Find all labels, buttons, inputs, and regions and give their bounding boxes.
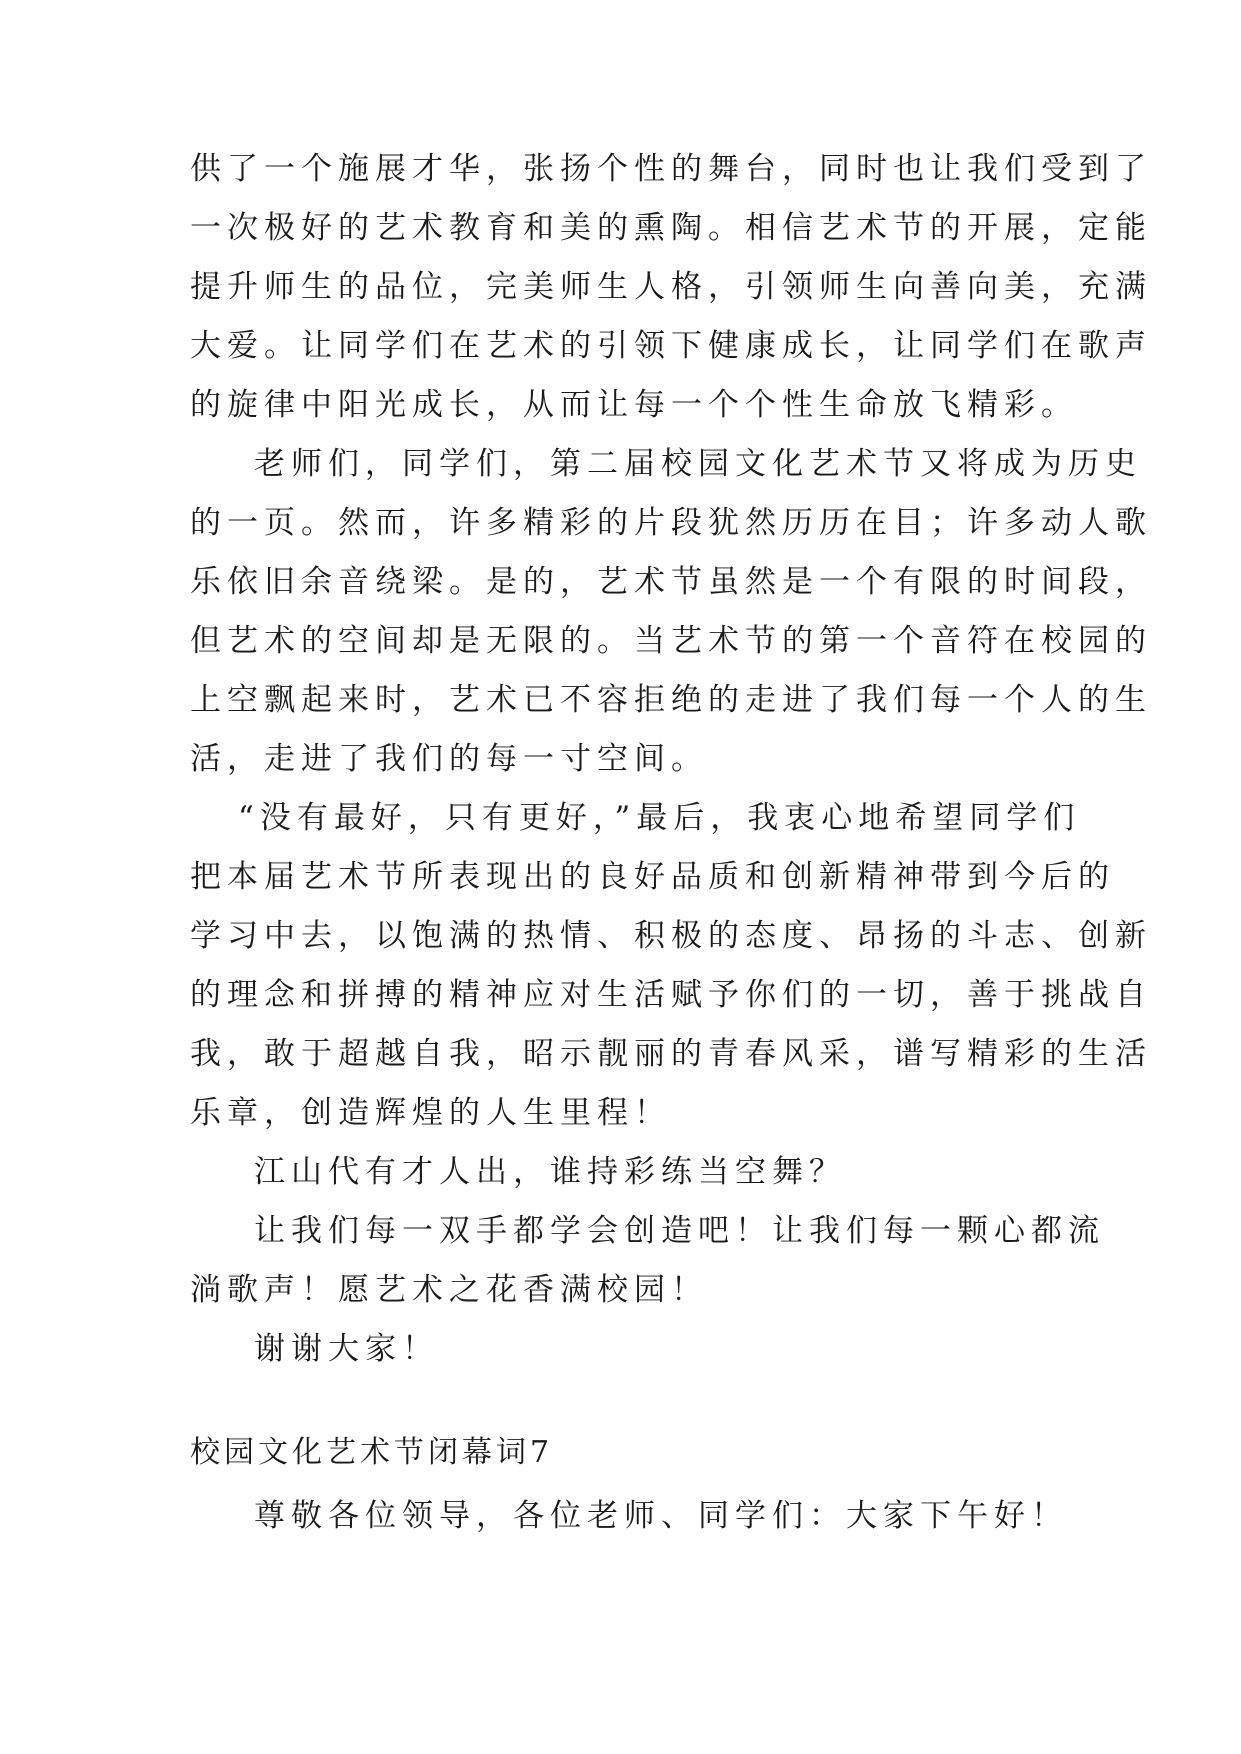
text-line: 乐依旧余音绕梁。是的，艺术节虽然是一个有限的时间段， [190,564,1152,600]
text-line: 把本届艺术节所表现出的良好品质和创新精神带到今后的 [190,859,1115,895]
text-line: 的一页。然而，许多精彩的片段犹然历历在目；许多动人歌 [190,505,1152,541]
text-line: 江山代有才人出，谁持彩练当空舞？ [254,1154,846,1190]
text-line: 我，敢于超越自我，昭示靓丽的青春风采，谱写精彩的生活 [190,1036,1152,1072]
text-line: 但艺术的空间却是无限的。当艺术节的第一个音符在校园的 [190,623,1152,659]
text-line: 一次极好的艺术教育和美的熏陶。相信艺术节的开展，定能 [190,210,1152,246]
text-line: 活，走进了我们的每一寸空间。 [190,741,708,777]
text-line: 学习中去，以饱满的热情、积极的态度、昂扬的斗志、创新 [190,918,1152,954]
text-line: 乐章，创造辉煌的人生里程！ [190,1095,671,1131]
section-title: 校园文化艺术节闭幕词7 [190,1435,554,1470]
text-line: 老师们，同学们，第二届校园文化艺术节又将成为历史 [254,446,1142,482]
text-line: 提升师生的品位，完美师生人格，引领师生向善向美，充满 [190,269,1152,305]
text-line: “没有最好，只有更好，”最后，我衷心地希望同学们 [238,800,1081,836]
text-line: 淌歌声！愿艺术之花香满校园！ [190,1272,708,1308]
paragraph-4 [190,1143,1050,1202]
text-line: 的理念和拼搏的精神应对生活赋予你们的一切，善于挑战自 [190,977,1152,1013]
greeting-line: 尊敬各位领导，各位老师、同学们：大家下午好！ [254,1498,1068,1534]
paragraph-6 [190,1320,1050,1379]
text-line: 让我们每一双手都学会创造吧！让我们每一颗心都流 [254,1213,1105,1249]
text-line: 上空飘起来时，艺术已不容拒绝的走进了我们每一个人的生 [190,682,1152,718]
text-line: 的旋律中阳光成长，从而让每一个个性生命放飞精彩。 [190,387,1078,423]
paragraph-3 [190,789,1152,1143]
text-line: 谢谢大家！ [254,1331,439,1367]
paragraph-1 [190,140,1152,435]
body-text [190,140,1152,1379]
text-line: 供了一个施展才华，张扬个性的舞台，同时也让我们受到了 [190,151,1152,187]
paragraph-5 [190,1202,1105,1320]
text-line: 大爱。让同学们在艺术的引领下健康成长，让同学们在歌声 [190,328,1152,364]
paragraph-2 [190,435,1152,789]
